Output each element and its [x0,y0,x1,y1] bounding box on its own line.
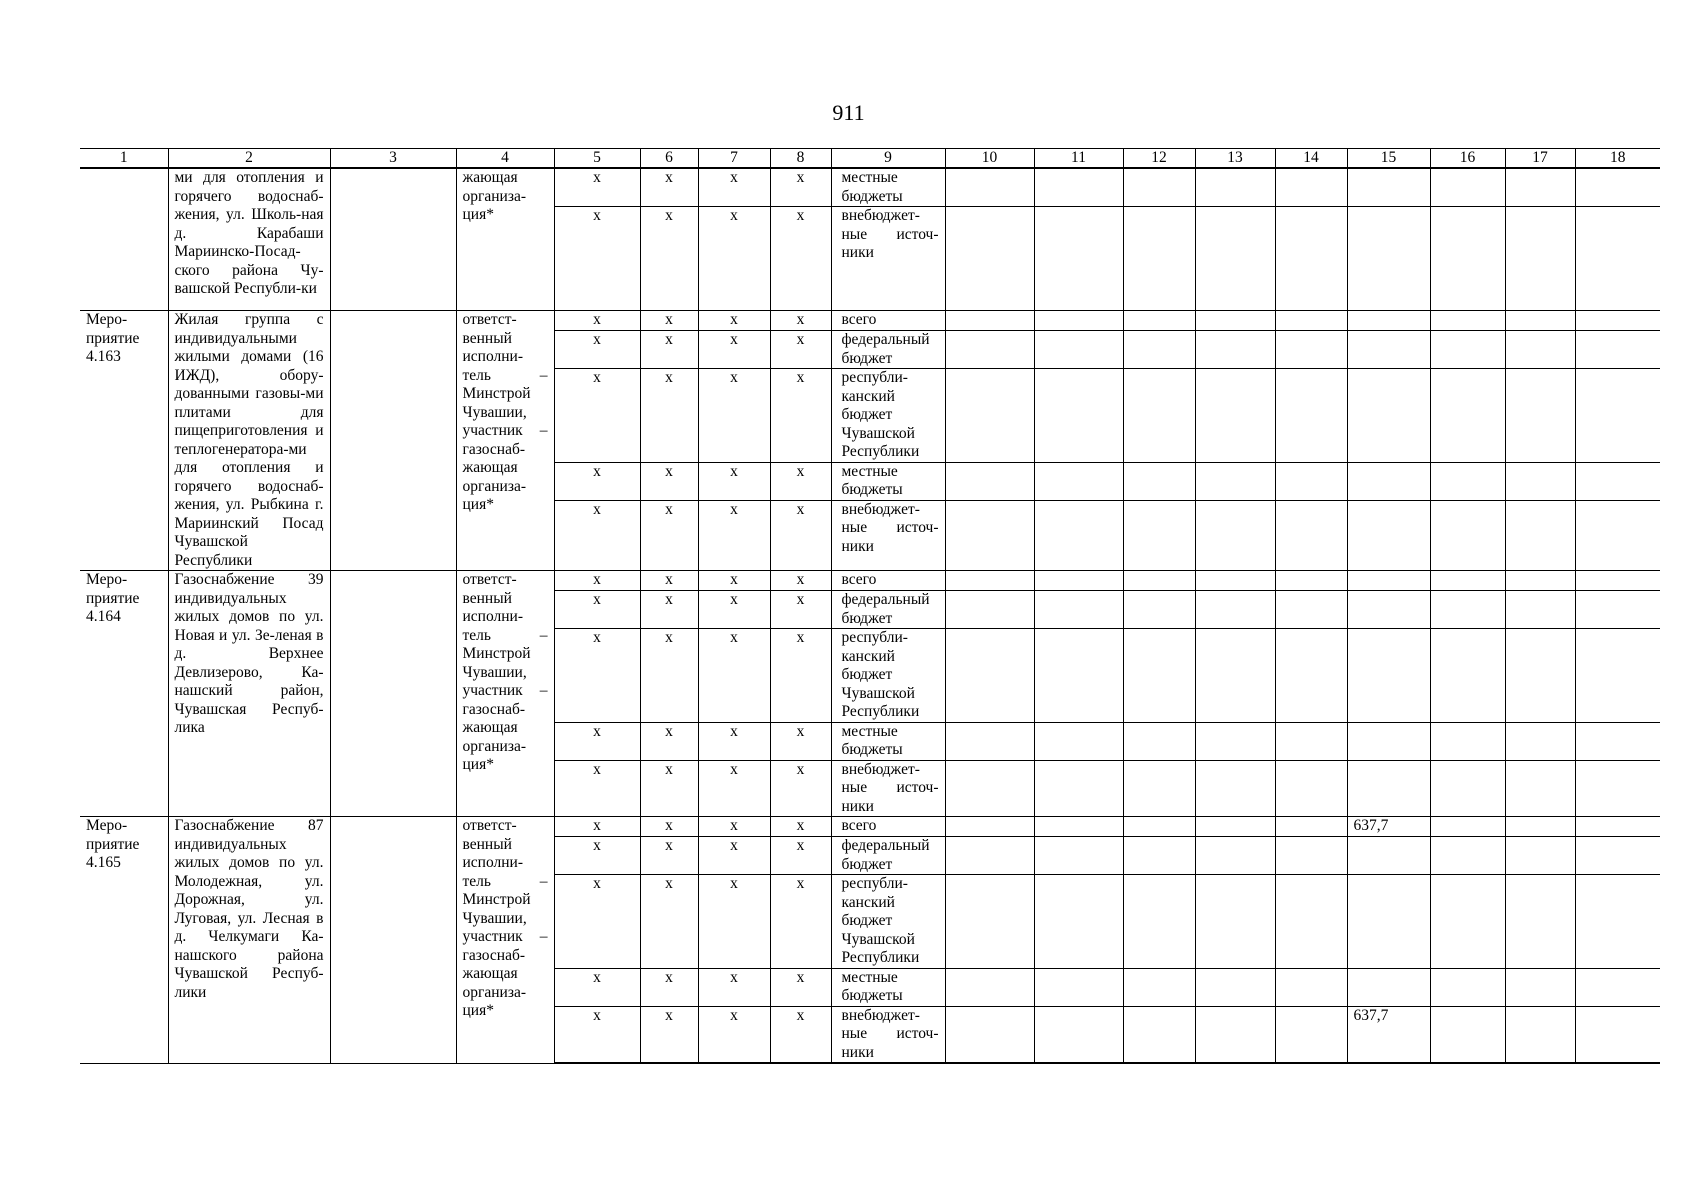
value-col-15 [1347,591,1430,629]
measure-code: Меро-приятие 4.163 [80,311,168,571]
value-col-16 [1430,1006,1505,1063]
x-mark-col-5: х [554,837,640,875]
value-col-12 [1123,722,1195,760]
x-mark-col-6: х [640,968,698,1006]
value-col-14 [1275,837,1347,875]
column-header-8: 8 [770,149,831,169]
value-col-14 [1275,875,1347,969]
value-col-11 [1034,500,1123,570]
value-col-13 [1195,968,1275,1006]
column-3-cell [330,311,456,571]
column-header-12: 12 [1123,149,1195,169]
value-col-16 [1430,500,1505,570]
column-header-13: 13 [1195,149,1275,169]
value-col-11 [1034,817,1123,837]
x-mark-col-7: х [698,591,770,629]
column-3-cell [330,571,456,817]
value-col-11 [1034,168,1123,207]
column-3-cell [330,168,456,311]
value-col-13 [1195,629,1275,723]
value-col-18 [1575,968,1660,1006]
value-col-13 [1195,817,1275,837]
value-col-13 [1195,168,1275,207]
value-col-16 [1430,629,1505,723]
x-mark-col-7: х [698,817,770,837]
value-col-16 [1430,168,1505,207]
value-col-18 [1575,369,1660,463]
value-col-17 [1505,817,1575,837]
x-mark-col-6: х [640,331,698,369]
value-col-15 [1347,369,1430,463]
column-header-1: 1 [80,149,168,169]
funding-source: республи-канский бюджет Чувашской Республики [831,875,945,969]
funding-source: местные бюджеты [831,462,945,500]
funding-source: всего [831,571,945,591]
x-mark-col-7: х [698,760,770,817]
value-col-17 [1505,968,1575,1006]
value-col-16 [1430,369,1505,463]
value-col-11 [1034,571,1123,591]
value-col-15 [1347,875,1430,969]
measure-title: Газоснабжение 39 индивидуальных жилых домов по ул. Новая и ул. Зе-леная в д. Верхнее Девлизерово, Ка-нашский район, Чувашская Респуб-лика [168,571,330,817]
value-col-16 [1430,462,1505,500]
value-col-10 [945,500,1034,570]
funding-source: внебюджет-ные источ-ники [831,1006,945,1063]
value-col-13 [1195,207,1275,311]
value-col-18 [1575,629,1660,723]
value-col-16 [1430,311,1505,331]
x-mark-col-6: х [640,817,698,837]
x-mark-col-7: х [698,369,770,463]
value-col-17 [1505,462,1575,500]
column-header-2: 2 [168,149,330,169]
x-mark-col-8: х [770,591,831,629]
value-col-10 [945,837,1034,875]
x-mark-col-6: х [640,1006,698,1063]
value-col-10 [945,968,1034,1006]
measure-title: ми для отопления и горячего водоснаб-жения, ул. Школь-ная д. Карабаши Мариинско-Посад-ского района Чу-вашской Республи-ки [168,168,330,311]
column-header-17: 17 [1505,149,1575,169]
value-col-11 [1034,875,1123,969]
value-col-18 [1575,311,1660,331]
value-col-10 [945,311,1034,331]
value-col-14 [1275,331,1347,369]
value-col-18 [1575,1006,1660,1063]
x-mark-col-8: х [770,875,831,969]
value-col-14 [1275,760,1347,817]
value-col-14 [1275,571,1347,591]
measure-code: Меро-приятие 4.165 [80,817,168,1064]
value-col-15 [1347,760,1430,817]
value-col-17 [1505,875,1575,969]
x-mark-col-5: х [554,207,640,311]
value-col-10 [945,722,1034,760]
executor: ответст-венный исполни-тель – Минстрой Чувашии, участник – газоснаб-жающая организа-ция* [456,817,554,1064]
x-mark-col-7: х [698,968,770,1006]
table-row [80,571,1660,591]
x-mark-col-7: х [698,1006,770,1063]
x-mark-col-8: х [770,837,831,875]
value-col-10 [945,875,1034,969]
value-col-12 [1123,500,1195,570]
column-header-7: 7 [698,149,770,169]
value-col-13 [1195,500,1275,570]
value-col-18 [1575,168,1660,207]
table-row [80,817,1660,837]
value-col-10 [945,629,1034,723]
value-col-18 [1575,760,1660,817]
x-mark-col-8: х [770,500,831,570]
value-col-11 [1034,1006,1123,1063]
value-col-10 [945,331,1034,369]
value-col-17 [1505,760,1575,817]
funding-source: республи-канский бюджет Чувашской Республики [831,629,945,723]
value-col-12 [1123,369,1195,463]
value-col-11 [1034,722,1123,760]
x-mark-col-8: х [770,722,831,760]
value-col-15 [1347,571,1430,591]
x-mark-col-7: х [698,571,770,591]
value-col-18 [1575,571,1660,591]
value-col-16 [1430,722,1505,760]
x-mark-col-5: х [554,571,640,591]
x-mark-col-5: х [554,311,640,331]
x-mark-col-5: х [554,500,640,570]
funding-source: федеральный бюджет [831,331,945,369]
value-col-17 [1505,369,1575,463]
value-col-12 [1123,1006,1195,1063]
x-mark-col-5: х [554,331,640,369]
funding-source: всего [831,817,945,837]
x-mark-col-5: х [554,369,640,463]
funding-source: местные бюджеты [831,968,945,1006]
x-mark-col-7: х [698,629,770,723]
value-col-13 [1195,875,1275,969]
value-col-11 [1034,968,1123,1006]
value-col-10 [945,571,1034,591]
value-col-15 [1347,722,1430,760]
value-col-10 [945,591,1034,629]
value-col-16 [1430,968,1505,1006]
value-col-15: 637,7 [1347,817,1430,837]
value-col-15 [1347,207,1430,311]
x-mark-col-7: х [698,331,770,369]
value-col-13 [1195,331,1275,369]
value-col-18 [1575,837,1660,875]
x-mark-col-5: х [554,722,640,760]
column-header-6: 6 [640,149,698,169]
value-col-12 [1123,462,1195,500]
value-col-10 [945,168,1034,207]
value-col-14 [1275,591,1347,629]
value-col-12 [1123,571,1195,591]
column-header-3: 3 [330,149,456,169]
column-header-5: 5 [554,149,640,169]
value-col-18 [1575,500,1660,570]
value-col-10 [945,817,1034,837]
value-col-10 [945,207,1034,311]
value-col-14 [1275,968,1347,1006]
value-col-15 [1347,500,1430,570]
value-col-13 [1195,369,1275,463]
value-col-11 [1034,207,1123,311]
value-col-13 [1195,571,1275,591]
funding-source: внебюджет-ные источ-ники [831,760,945,817]
table-row [80,311,1660,331]
x-mark-col-6: х [640,629,698,723]
value-col-15: 637,7 [1347,1006,1430,1063]
column-header-14: 14 [1275,149,1347,169]
value-col-11 [1034,591,1123,629]
x-mark-col-8: х [770,369,831,463]
x-mark-col-7: х [698,875,770,969]
column-header-15: 15 [1347,149,1430,169]
value-col-18 [1575,817,1660,837]
column-header-9: 9 [831,149,945,169]
value-col-12 [1123,591,1195,629]
value-col-17 [1505,1006,1575,1063]
value-col-16 [1430,207,1505,311]
value-col-12 [1123,311,1195,331]
x-mark-col-7: х [698,207,770,311]
x-mark-col-5: х [554,462,640,500]
value-col-13 [1195,837,1275,875]
page-number: 911 [832,100,865,125]
value-col-12 [1123,760,1195,817]
value-col-14 [1275,168,1347,207]
x-mark-col-8: х [770,571,831,591]
x-mark-col-8: х [770,629,831,723]
x-mark-col-5: х [554,875,640,969]
value-col-10 [945,369,1034,463]
x-mark-col-6: х [640,369,698,463]
measure-title: Газоснабжение 87 индивидуальных жилых домов по ул. Молодежная, ул. Дорожная, ул. Луговая, ул. Лесная в д. Челкумаги Ка-нашского района Чувашской Респуб-лики [168,817,330,1064]
x-mark-col-5: х [554,629,640,723]
value-col-17 [1505,500,1575,570]
value-col-13 [1195,722,1275,760]
x-mark-col-8: х [770,207,831,311]
value-col-11 [1034,760,1123,817]
value-col-18 [1575,331,1660,369]
x-mark-col-5: х [554,168,640,207]
value-col-12 [1123,207,1195,311]
x-mark-col-6: х [640,462,698,500]
funding-source: местные бюджеты [831,722,945,760]
value-col-10 [945,1006,1034,1063]
x-mark-col-6: х [640,760,698,817]
value-col-17 [1505,591,1575,629]
value-col-13 [1195,1006,1275,1063]
value-col-14 [1275,817,1347,837]
value-col-12 [1123,837,1195,875]
value-col-14 [1275,1006,1347,1063]
value-col-14 [1275,207,1347,311]
x-mark-col-8: х [770,311,831,331]
column-header-4: 4 [456,149,554,169]
value-col-16 [1430,837,1505,875]
value-col-12 [1123,875,1195,969]
value-col-15 [1347,462,1430,500]
value-col-17 [1505,837,1575,875]
value-col-17 [1505,168,1575,207]
value-col-13 [1195,311,1275,331]
x-mark-col-6: х [640,875,698,969]
x-mark-col-5: х [554,817,640,837]
x-mark-col-5: х [554,591,640,629]
x-mark-col-7: х [698,311,770,331]
value-col-12 [1123,629,1195,723]
x-mark-col-8: х [770,462,831,500]
value-col-16 [1430,760,1505,817]
x-mark-col-8: х [770,817,831,837]
value-col-11 [1034,462,1123,500]
value-col-15 [1347,331,1430,369]
value-col-10 [945,760,1034,817]
x-mark-col-5: х [554,1006,640,1063]
x-mark-col-7: х [698,462,770,500]
x-mark-col-5: х [554,968,640,1006]
value-col-14 [1275,462,1347,500]
value-col-18 [1575,722,1660,760]
value-col-14 [1275,629,1347,723]
value-col-16 [1430,571,1505,591]
value-col-15 [1347,629,1430,723]
x-mark-col-6: х [640,168,698,207]
value-col-16 [1430,817,1505,837]
value-col-17 [1505,571,1575,591]
value-col-10 [945,462,1034,500]
executor: ответст-венный исполни-тель – Минстрой Чувашии, участник – газоснаб-жающая организа-ция* [456,571,554,817]
value-col-11 [1034,311,1123,331]
value-col-14 [1275,500,1347,570]
x-mark-col-8: х [770,968,831,1006]
funding-source: республи-канский бюджет Чувашской Республики [831,369,945,463]
value-col-16 [1430,591,1505,629]
x-mark-col-8: х [770,1006,831,1063]
x-mark-col-8: х [770,331,831,369]
value-col-11 [1034,837,1123,875]
value-col-14 [1275,369,1347,463]
table-body [80,168,1660,1063]
value-col-16 [1430,331,1505,369]
value-col-15 [1347,968,1430,1006]
measure-title: Жилая группа с индивидуальными жилыми домами (16 ИЖД), обору-дованными газовы-ми плитами для пищеприготовления и теплогенератора-ми для отопления и горячего водоснаб-жения, ул. Рыбкина г. Мариинский Посад Чувашской Республики [168,311,330,571]
value-col-11 [1034,369,1123,463]
x-mark-col-6: х [640,837,698,875]
value-col-12 [1123,817,1195,837]
column-header-10: 10 [945,149,1034,169]
x-mark-col-8: х [770,168,831,207]
value-col-16 [1430,875,1505,969]
value-col-17 [1505,331,1575,369]
x-mark-col-7: х [698,500,770,570]
measure-code [80,168,168,311]
value-col-14 [1275,311,1347,331]
x-mark-col-5: х [554,760,640,817]
funding-source: федеральный бюджет [831,591,945,629]
measure-code: Меро-приятие 4.164 [80,571,168,817]
value-col-13 [1195,462,1275,500]
value-col-18 [1575,462,1660,500]
funding-source: всего [831,311,945,331]
column-header-18: 18 [1575,149,1660,169]
x-mark-col-6: х [640,311,698,331]
x-mark-col-8: х [770,760,831,817]
funding-source: федеральный бюджет [831,837,945,875]
table-header-row [80,149,1660,169]
value-col-18 [1575,207,1660,311]
funding-source: местные бюджеты [831,168,945,207]
value-col-17 [1505,207,1575,311]
column-header-11: 11 [1034,149,1123,169]
value-col-17 [1505,629,1575,723]
value-col-12 [1123,331,1195,369]
x-mark-col-7: х [698,168,770,207]
x-mark-col-7: х [698,722,770,760]
value-col-17 [1505,722,1575,760]
value-col-17 [1505,311,1575,331]
value-col-11 [1034,629,1123,723]
budget-table [80,148,1660,1064]
x-mark-col-6: х [640,500,698,570]
value-col-14 [1275,722,1347,760]
value-col-18 [1575,875,1660,969]
value-col-12 [1123,168,1195,207]
executor: жающая организа-ция* [456,168,554,311]
x-mark-col-6: х [640,591,698,629]
x-mark-col-7: х [698,837,770,875]
funding-source: внебюджет-ные источ-ники [831,500,945,570]
value-col-12 [1123,968,1195,1006]
value-col-13 [1195,591,1275,629]
value-col-11 [1034,331,1123,369]
value-col-13 [1195,760,1275,817]
x-mark-col-6: х [640,722,698,760]
value-col-18 [1575,591,1660,629]
x-mark-col-6: х [640,571,698,591]
column-header-16: 16 [1430,149,1505,169]
value-col-15 [1347,837,1430,875]
column-3-cell [330,817,456,1064]
x-mark-col-6: х [640,207,698,311]
executor: ответст-венный исполни-тель – Минстрой Чувашии, участник – газоснаб-жающая организа-ция* [456,311,554,571]
funding-source: внебюджет-ные источ-ники [831,207,945,311]
table-row [80,168,1660,207]
value-col-15 [1347,311,1430,331]
value-col-15 [1347,168,1430,207]
